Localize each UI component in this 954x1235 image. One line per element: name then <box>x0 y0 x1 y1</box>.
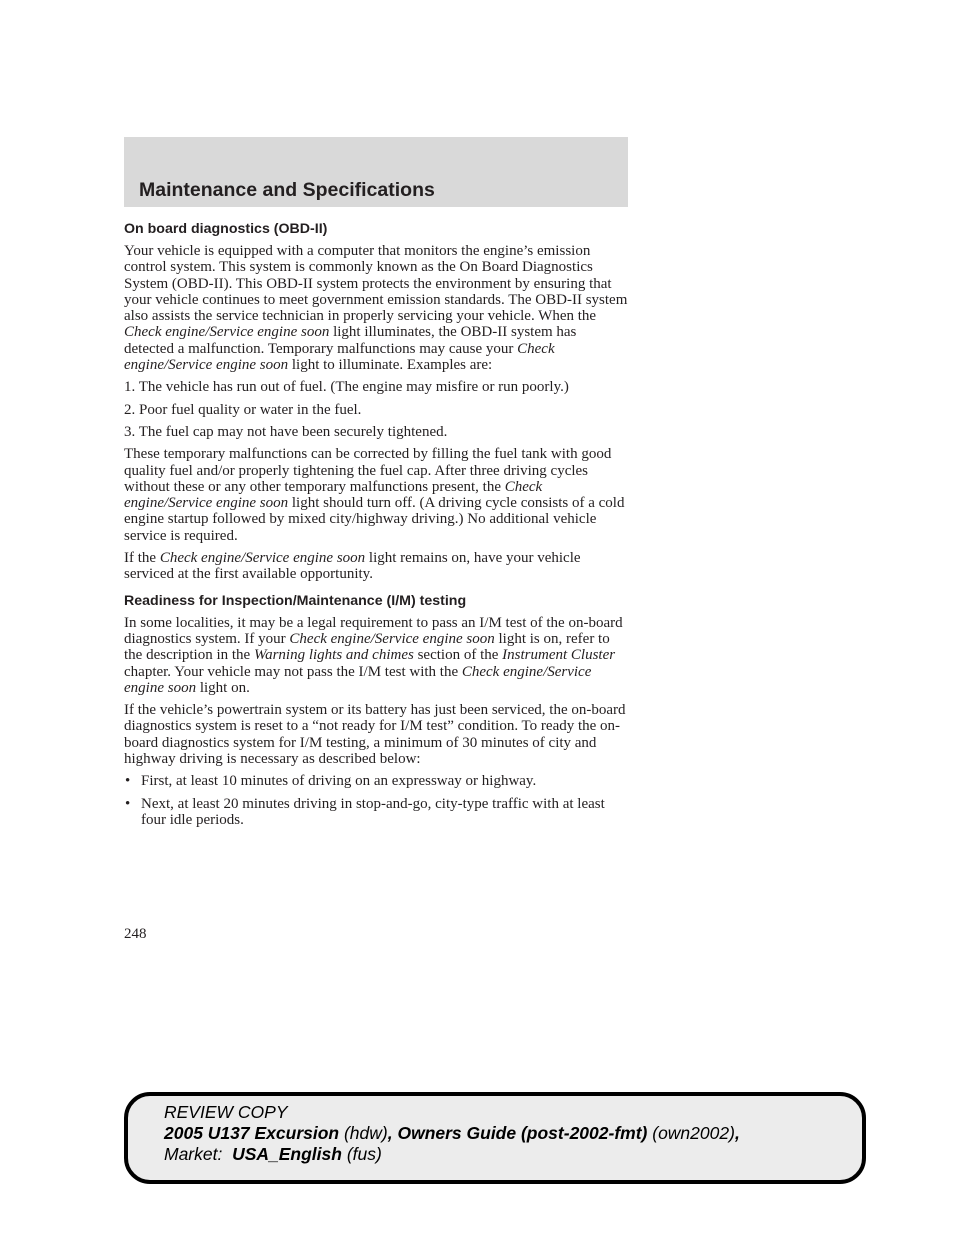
bullet-icon: • <box>125 795 131 812</box>
review-copy-label: REVIEW COPY <box>164 1102 288 1122</box>
obd-paragraph-2: These temporary malfunctions can be corrected by filling the fuel tank with good quality fuel and/or properly tightening the fuel cap. After three driving cycles without these or any other temporary malfunctions present, the Check engine/Service engine soon light should turn off. (A driving cycle consists of a cold engine startup followed by mixed city/highway driving.) No additional vehicle service is required. <box>124 446 625 544</box>
obd-paragraph-1: Your vehicle is equipped with a computer that monitors the engine’s emission control system. This system is commonly known as the On Board Diagnostics System (OBD-II). This OBD-II system protects the environment by ensuring that your vehicle continues to meet government emission standards. The OBD-II system also assists the service technician in properly servicing your vehicle. When the Check engine/Service engine soon light illuminates, the OBD-II system has detected a malfunction. Temporary malfunctions may cause your Check engine/Service engine soon light to illuminate. Examples are: <box>124 243 628 374</box>
im-testing-heading: Readiness for Inspection/Maintenance (I/M) testing <box>124 592 467 609</box>
im-paragraph-2: If the vehicle’s powertrain system or its battery has just been serviced, the on-board diagnostics system is reset to a “not ready for I/M test” condition. To ready the on-board diagnostics system for I/M testing, a minimum of 30 minutes of city and highway driving is necessary as described below: <box>124 702 626 768</box>
example-item-2: 2. Poor fuel quality or water in the fuel. <box>124 401 362 418</box>
bullet-icon: • <box>125 773 131 790</box>
review-copy-text <box>164 1102 740 1165</box>
review-copy-box <box>124 1092 866 1184</box>
obd-heading: On board diagnostics (OBD-II) <box>124 221 328 237</box>
im-paragraph-1: In some localities, it may be a legal requirement to pass an I/M test of the on-board diagnostics system. If your Check engine/Service engine soon light is on, refer to the description in the Warning lights and chimes section of the Instrument Cluster chapter. Your vehicle may not pass the I/M test with the Check engine/Service engine soon light on. <box>124 614 623 696</box>
list-item: • First, at least 10 minutes of driving on an expressway or highway. <box>125 773 537 790</box>
market-identifier: Market: USA_English (fus) <box>164 1144 382 1164</box>
obd-paragraph-3: If the Check engine/Service engine soon light remains on, have your vehicle serviced at the first available opportunity. <box>124 550 581 583</box>
page-content <box>124 220 630 834</box>
document-identifier: 2005 U137 Excursion (hdw), Owners Guide (post-2002-fmt) (own2002), <box>164 1123 740 1143</box>
list-item: • Next, at least 20 minutes driving in stop-and-go, city-type traffic with at least four idle periods. <box>125 795 605 828</box>
example-item-1: 1. The vehicle has run out of fuel. (The engine may misfire or run poorly.) <box>124 379 569 396</box>
driving-requirements-list <box>124 773 630 828</box>
section-title: Maintenance and Specifications <box>139 179 435 201</box>
example-item-3: 3. The fuel cap may not have been securely tightened. <box>124 423 448 440</box>
page-number: 248 <box>124 926 147 942</box>
section-header-band <box>124 137 628 207</box>
